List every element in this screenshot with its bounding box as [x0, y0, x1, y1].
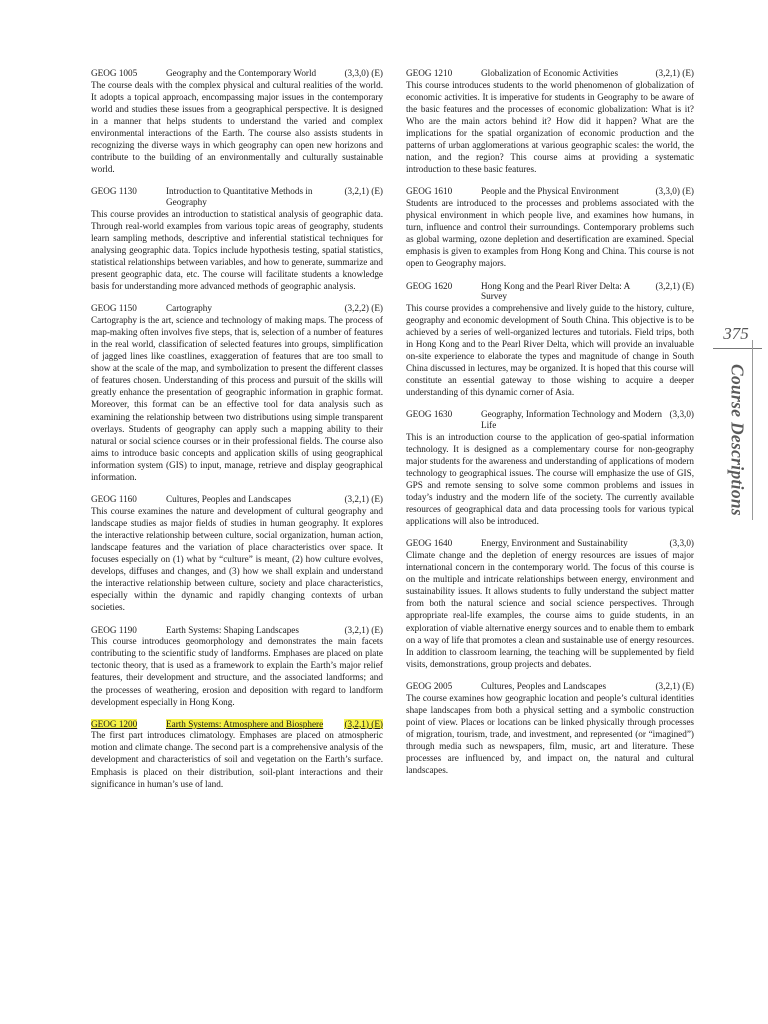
course-credits: (3,3,0) [669, 409, 694, 420]
course-code: GEOG 1150 [91, 303, 137, 314]
course-description: This course introduces geomorphology and demonstrates the main facets contributing to the scientific study of landforms. Emphases are placed on plate tectonic theory, that is used as a framework to explain the Earth’s major relief features, their development and structure, and the associated landforms; and the processes of weathering, erosion and deposition with regard to landform development especially in Hong Kong. [91, 636, 383, 707]
course-description: This is an introduction course to the application of geo-spatial information technology. It is designed as a complementary course for non-geography major students for the awareness and understanding of applications of modern technology to geographical issues. The course will emphasize the use of GIS, GPS and remote sensing to solve some common problems and issues in today’s industry and the modern life of the society. The currently available resources of geographical data and data processing tools for various typical applications will also be introduced. [406, 431, 694, 527]
side-divider [752, 340, 753, 520]
course-title: Cartography [166, 303, 212, 314]
course-code: GEOG 1130 [91, 186, 137, 197]
course-title: Hong Kong and the Pearl River Delta: A Survey [481, 280, 630, 302]
course-entry [406, 681, 694, 776]
course-header [91, 625, 383, 636]
course-title: Energy, Environment and Sustainability [481, 538, 628, 549]
course-title: Cultures, Peoples and Landscapes [166, 494, 292, 505]
course-credits: (3,3,0) [669, 538, 694, 549]
course-title: People and the Physical Environment [481, 186, 619, 197]
course-entry-highlighted [91, 719, 383, 790]
course-description: The first part introduces climatology. Emphases are placed on atmospheric motion and climate change. The second part is a comprehensive analysis of the development and characteristics of soil and vegetation on the Earth’s surface. Emphasis is placed on their distribution, soil-plant interactions and their significance in human’s use of land. [91, 730, 383, 789]
course-credits: (3,2,1) (E) [344, 186, 383, 197]
course-entry [91, 625, 383, 708]
course-credits: (3,2,1) (E) [655, 680, 694, 691]
course-entry [406, 186, 694, 269]
course-code: GEOG 1190 [91, 624, 137, 635]
course-description: Cartography is the art, science and technology of making maps. The process of map-making often involves five steps, that is, selection of a number of features in the real world, classification of selected features into groups, simplification of jagged lines like coastlines, exaggeration of features that are too small to show at the scale of the map, and symbolization to present the different classes of features chosen. Understanding of this process and pursuit of the skills will greatly enhance the presentation of geographic information in graphic format. Moreover, this format can be an effective tool for data analysis such as examining the relationship between two distributions using simple transparent overlays. Students of geography can apply such a mapping ability to their natural or social science courses or in their professional fields. The course also aims to introduce basic concepts and application skills of using geographical information system (GIS) to input, manage, retrieve and display geographical information. [91, 314, 383, 482]
course-code: GEOG 2005 [406, 680, 453, 691]
course-title: Geography and the Contemporary World [166, 68, 317, 78]
course-code: GEOG 1610 [406, 186, 453, 197]
course-title: Earth Systems: Atmosphere and Biosphere [166, 718, 324, 729]
course-code: GEOG 1630 [406, 409, 453, 420]
course-description: This course introduces students to the world phenomenon of globalization of economic activities. It is imperative for students in Geography to be aware of the basic features and the processes of economic globalization: What is it? Who are the main actors behind it? How did it happen? What are the implications for the spatial organization of economic production and the patterns of urban agglomerations at various geographic scales: the world, the nation, and the region? This course aims at providing a systematic introduction to these basic features. [406, 79, 694, 175]
course-header [406, 68, 694, 79]
course-header [406, 281, 694, 302]
course-title: Introduction to Quantitative Methods in Geography [166, 186, 313, 207]
course-header [91, 303, 383, 314]
course-description: Climate change and the depletion of energy resources are issues of major international concern in the contemporary world. The focus of this course is on the multiple and intricate relationships between energy, environment and sustainability issues. It allows students to fully understand the subject matter from both the natural science and social science perspectives. Through appropriate real-life examples, the course aims to guide students, in an exploration of viable alternative energy sources and to enable them to embark on a way of life that promotes a clean and sustainable use of energy resources. In addition to classroom learning, the teaching will be supplemented by field visits, demonstrations, group projects and debates. [406, 549, 694, 669]
course-entry [91, 68, 383, 175]
course-header [406, 409, 694, 430]
course-title: Globalization of Economic Activities [481, 68, 619, 78]
section-title: Course Descriptions [727, 363, 748, 517]
course-header [406, 538, 694, 549]
course-title: Cultures, Peoples and Landscapes [481, 680, 607, 691]
course-credits: (3,3,0) (E) [655, 186, 694, 197]
course-description: The course examines how geographic location and people’s cultural identities shape landscapes from both a physical setting and a symbolic construction point of view. Places or locations can be linked physically through processes of migration, tourism, trade, and investment, and represented (or “imagined”) through media such as newspapers, film, music, art and literature. These processes are influenced by, and impact on, the natural and cultural landscapes. [406, 692, 694, 776]
course-description: Students are introduced to the processes and problems associated with the physical environment in which people live, and examines how humans, in turn, influence and control their surroundings. Contemporary problems such as global warming, ozone depletion and desertification are examined. Special emphasis is given to examples from Hong Kong and China. This course is not open to Geography majors. [406, 197, 694, 269]
course-credits: (3,2,1) (E) [655, 280, 694, 291]
course-credits: (3,2,1) (E) [344, 624, 383, 635]
course-code: GEOG 1640 [406, 538, 453, 549]
course-credits: (3,2,1) (E) [344, 718, 383, 729]
course-header [406, 186, 694, 197]
course-credits: (3,2,1) (E) [655, 68, 694, 78]
right-column [406, 68, 694, 787]
course-entry [406, 409, 694, 527]
course-entry [406, 538, 694, 670]
course-code: GEOG 1210 [406, 68, 453, 78]
course-title: Geography, Information Technology and Modern Life [481, 409, 663, 431]
course-code: GEOG 1620 [406, 280, 453, 291]
course-header [91, 719, 383, 730]
course-header [91, 186, 383, 207]
course-credits: (3,2,2) (E) [344, 303, 383, 314]
course-header [91, 68, 383, 79]
course-header [406, 681, 694, 692]
left-column [91, 68, 383, 801]
course-entry [91, 303, 383, 483]
course-description: The course deals with the complex physical and cultural realities of the world. It adopts a topical approach, encompassing major issues in the contemporary world and studies these issues from a geographical perspective. It is designed in a manner that helps students to understand the varied and complex environmental interactions of the Earth. The course also assists students in recognizing the diverse ways in which geography can open new horizons and contribute to the building of an environmentally and culturally sustainable world. [91, 79, 383, 175]
course-code: GEOG 1005 [91, 68, 138, 78]
page-number: 375 [723, 324, 749, 343]
course-code: GEOG 1200 [91, 718, 138, 729]
course-description: This course examines the nature and development of cultural geography and landscape studies as major fields of studies in human geography. It explores the interactive relationship between culture, social organization, human action, landscape features and the variation of place characteristics over space. It focuses especially on (1) what by “culture” is meant, (2) how culture evolves, develops, diffuses and changes, and (3) how we shall explain and understand the interactive relationship between culture, society and place characteristics, especially within the dynamic and rapidly changing contexts of urban societies. [91, 505, 383, 613]
course-entry [406, 281, 694, 399]
course-credits: (3,2,1) (E) [344, 494, 383, 505]
course-entry [406, 68, 694, 175]
course-entry [91, 186, 383, 292]
course-description: This course provides a comprehensive and lively guide to the history, culture, geography and economic development of South China. This objective is to be achieved by a series of well-organized lectures and tutorials. Field trips, both in Hong Kong and to the Pearl River Delta, which will provide an invaluable on-site experience to elaborate the types and magnitude of change in South China discussed in lectures, may be organized. It is hoped that this course will constitute an essential gateway to those wishing to acquire a deeper understanding of this dynamic corner of Asia. [406, 302, 694, 398]
course-header [91, 494, 383, 505]
page-number-rule [713, 348, 762, 349]
course-description: This course provides an introduction to statistical analysis of geographic data. Through real-world examples from various topic areas of geography, students learn sampling methods, descriptive and inferential statistical techniques for analysing geographic data. Topics include hypothesis testing, spatial statistics, statistical relationships between variables, and how to generate, summarize and present geographic data, etc. The course will facilitate students a knowledge basis for understanding more advanced methods of geographic analysis. [91, 208, 383, 292]
course-code: GEOG 1160 [91, 494, 137, 505]
course-credits: (3,3,0) (E) [344, 68, 383, 78]
course-entry [91, 494, 383, 613]
course-title: Earth Systems: Shaping Landscapes [166, 624, 299, 635]
